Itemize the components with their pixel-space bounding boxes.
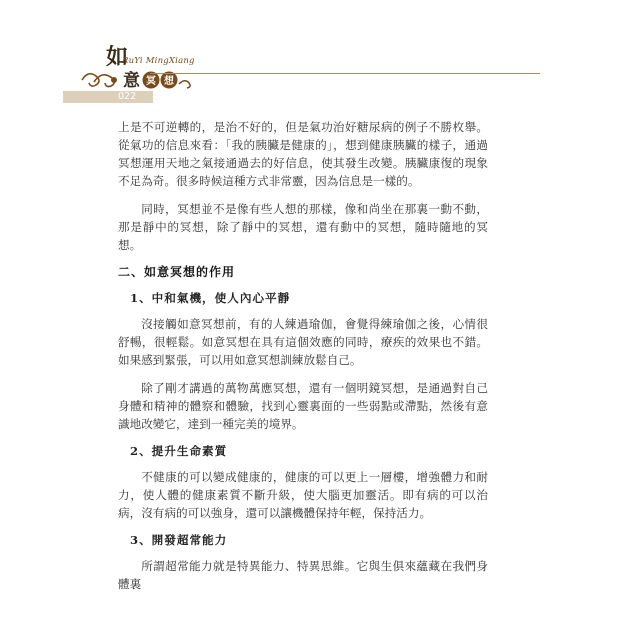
section-heading: 二、如意冥想的作用 — [118, 265, 236, 279]
paragraph-3: 沒接觸如意冥想前，有的人練過瑜伽，會覺得練瑜伽之後，心情很舒暢，很輕鬆。如意冥想在具有這個效應的同時，療疾的效果也不錯。如果感到緊張，可以用如意冥想訓練放鬆自己。 — [118, 317, 488, 367]
logo-calligraphy: 如 — [106, 44, 129, 70]
page-number-bar — [63, 91, 153, 103]
paragraph-4: 除了剛才講過的萬物萬應冥想，還有一個明鏡冥想，是通過對自己身體和精神的體察和體驗，找到心靈裏面的一些弱點或滯點，然後有意識地改變它，達到一種完美的境界。 — [118, 381, 488, 431]
svg-text:想: 想 — [164, 76, 174, 87]
page-content — [118, 118, 488, 603]
svg-text:意: 意 — [123, 71, 140, 91]
cloud-swirl-icon — [82, 74, 116, 87]
paragraph-6: 所謂超常能力就是特異能力、特異思維。它與生俱來蘊藏在我們身體裏 — [118, 559, 488, 591]
paragraph-2: 同時，冥想並不是像有些人想的那樣，像和尚坐在那裏一動不動，那是靜中的冥想，除了靜中的冥想，還有動中的冥想，隨時隨地的冥想。 — [118, 202, 488, 252]
paragraph-5: 不健康的可以變成健康的，健康的可以更上一層樓，增強體力和耐力，使人體的健康素質不斷升級，使大腦更加靈活。即有病的可以治病，沒有病的可以強身，還可以讓機體保持年輕，保持活力。 — [118, 470, 488, 520]
ruyi-mingxiang-logo — [78, 42, 238, 94]
header-divider — [150, 73, 540, 74]
page-number: 022 — [118, 91, 137, 102]
header-roman-title: RuYi MingXiang — [122, 56, 195, 66]
paragraph-1: 上是不可逆轉的，是治不好的，但是氣功治好糖尿病的例子不勝枚舉。從氣功的信息來看：「我的胰臟是健康的」，想到健康胰臟的樣子，通過冥想運用天地之氣接通過去的好信息，使其發生改變。胰臟康復的現象不足為奇。很多時候這種方式非常靈，因為信息是一樣的。 — [118, 120, 488, 188]
page-header — [0, 0, 620, 110]
subsection-heading-2: 2、提升生命素質 — [130, 444, 228, 458]
svg-text:冥: 冥 — [146, 76, 156, 87]
subsection-heading-3: 3、開發超常能力 — [130, 533, 228, 547]
subsection-heading-1: 1、中和氣機，使人內心平靜 — [130, 291, 291, 305]
